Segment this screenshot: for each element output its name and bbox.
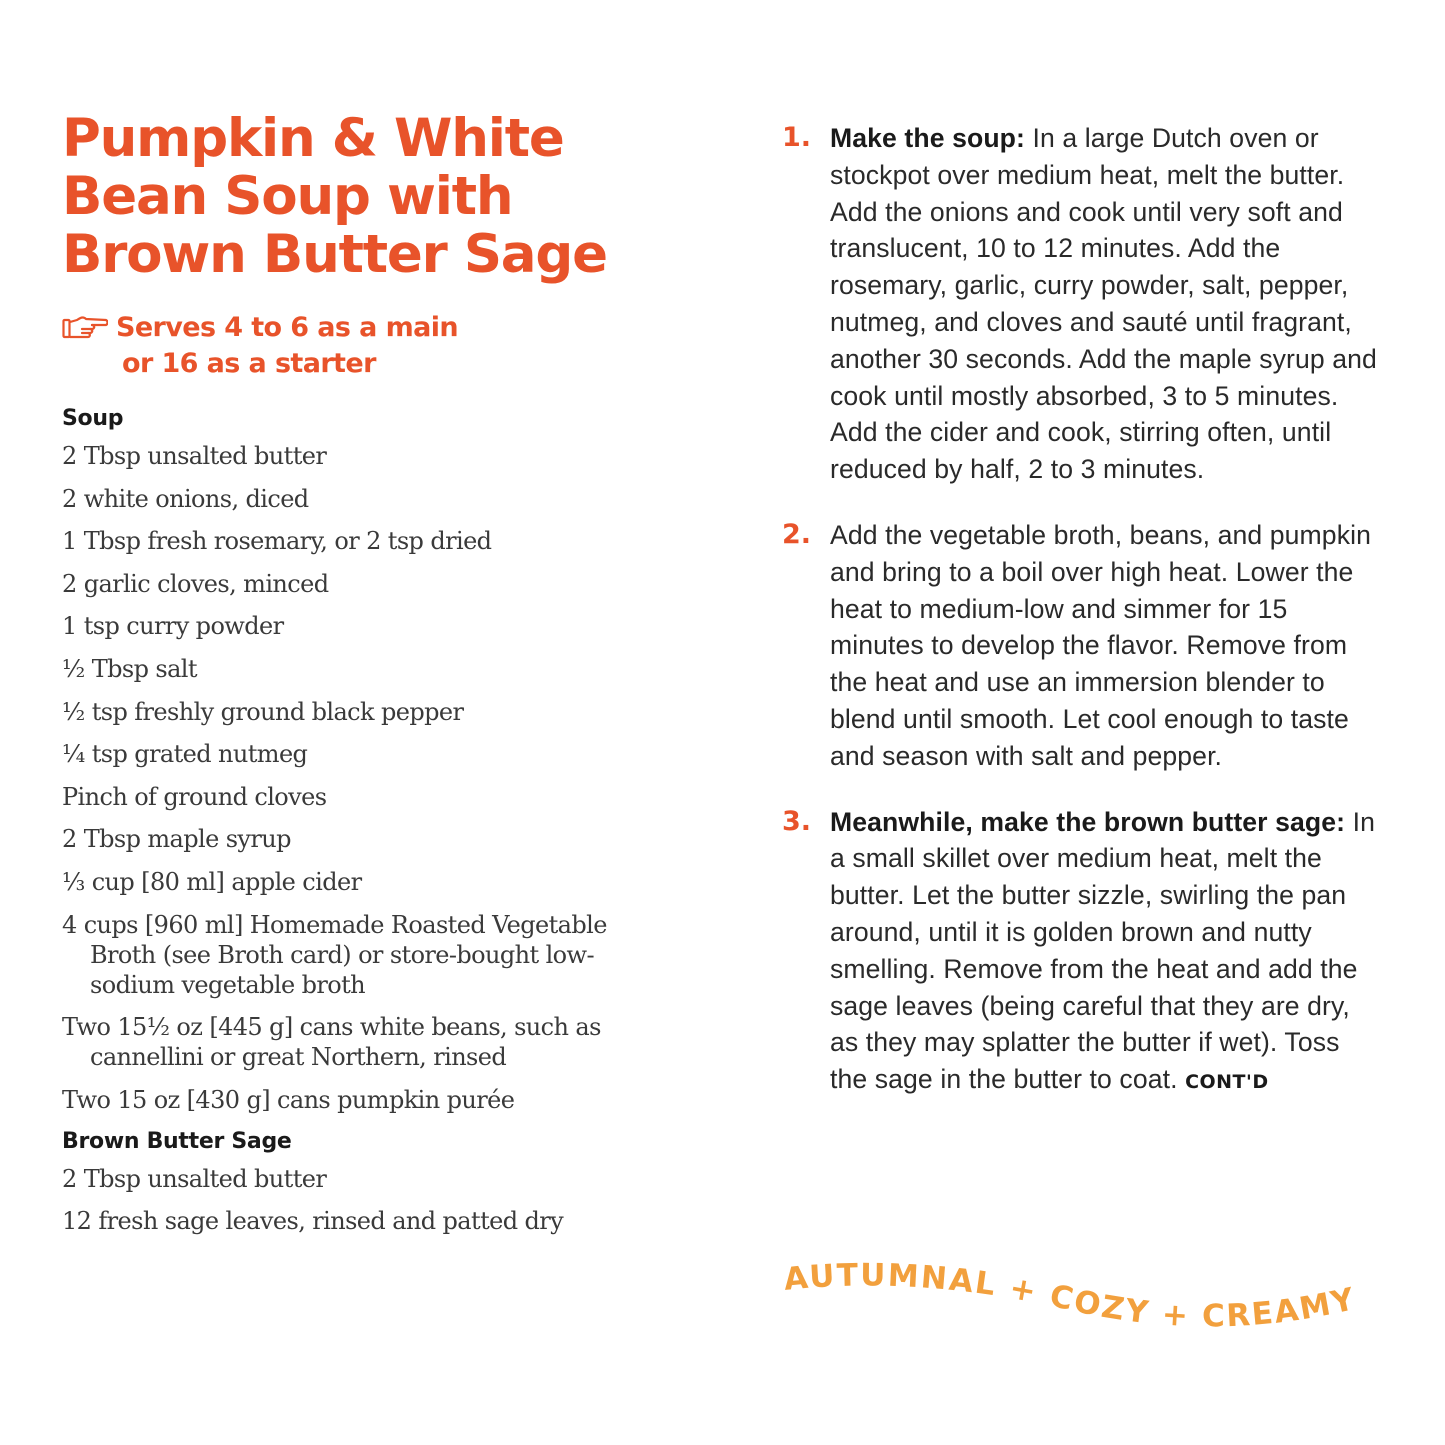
- tagline-banner: [770, 1250, 1380, 1350]
- step-body: Add the vegetable broth, beans, and pumpkin and bring to a boil over high heat. Lower the heat to medium-low and simmer for 15 minutes to develop the flavor. Remove from the heat and use an immersion blender to blend until smooth. Let cool enough to taste and season with salt and pepper.: [830, 519, 1371, 771]
- brown-butter-sage-heading: Brown Butter Sage: [62, 1128, 292, 1154]
- continued-label: CONT'D: [1185, 1071, 1269, 1094]
- servings-line: Serves 4 to 6 as a main: [116, 312, 459, 343]
- step-text: [830, 120, 1382, 488]
- step-text: [830, 804, 1382, 1101]
- tagline-path-text: AUTUMNAL + COZY + CREAMY: [782, 1257, 1360, 1335]
- title-line: Brown Butter Sage: [62, 224, 607, 285]
- step-body: In a small skillet over medium heat, melt the butter. Let the butter sizzle, swirling the pan around, until it is golden brown and nutty smelling. Remove from the heat and add the sage leaves (being careful that they are dry, as they may splatter the butter if wet). Toss the sage in the butter to coat.: [830, 806, 1375, 1095]
- ingredient-item: ½ tsp freshly ground black pepper: [62, 697, 464, 726]
- step-number: 1.: [782, 122, 812, 153]
- step-lead: Make the soup:: [830, 123, 1025, 153]
- ingredient-item: 1 Tbsp fresh rosemary, or 2 tsp dried: [62, 527, 492, 556]
- ingredients-column: [62, 110, 642, 1249]
- ingredient-item: 12 fresh sage leaves, rinsed and patted dry: [62, 1207, 564, 1236]
- ingredient-item: 1 tsp curry powder: [62, 612, 284, 641]
- ingredient-item: 2 white onions, diced: [62, 484, 309, 513]
- step-2: [782, 517, 1382, 775]
- recipe-title: [62, 110, 642, 284]
- step-3: [782, 804, 1382, 1101]
- servings-line: or 16 as a starter: [122, 348, 376, 379]
- soup-heading: Soup: [62, 406, 124, 431]
- step-1: [782, 120, 1382, 488]
- step-number: 2.: [782, 518, 812, 550]
- ingredient-item: 2 garlic cloves, minced: [62, 569, 329, 598]
- step-number: 3.: [782, 805, 812, 837]
- tagline-text: [782, 1257, 1359, 1334]
- ingredient-item: Pinch of ground cloves: [62, 782, 327, 811]
- title-line: Pumpkin & White: [62, 108, 564, 169]
- ingredient-item: 2 Tbsp unsalted butter: [62, 442, 327, 470]
- ingredient-item: 2 Tbsp maple syrup: [62, 825, 291, 854]
- ingredient-item: Two 15 oz [430 g] cans pumpkin purée: [62, 1085, 515, 1114]
- instructions-column: [782, 120, 1382, 1130]
- ingredient-item: ¼ tsp grated nutmeg: [62, 740, 308, 769]
- ingredient-item: Two 15½ oz [445 g] cans white beans, such as cannellini or great Northern, rinsed: [62, 1013, 601, 1072]
- pointing-hand-icon: [62, 314, 108, 340]
- servings-info: [62, 310, 642, 382]
- butter-ingredient-list: [62, 1164, 642, 1237]
- step-lead: Meanwhile, make the brown butter sage:: [830, 806, 1346, 837]
- ingredient-item: 4 cups [960 ml] Homemade Roasted Vegetable Broth (see Broth card) or store-bought low-sodium vegetable broth: [62, 910, 607, 999]
- step-text: [830, 517, 1382, 775]
- ingredient-item: ⅓ cup [80 ml] apple cider: [62, 867, 362, 896]
- soup-ingredient-list: [62, 441, 642, 1115]
- ingredient-item: ½ Tbsp salt: [62, 654, 197, 683]
- ingredient-item: 2 Tbsp unsalted butter: [62, 1164, 327, 1193]
- title-line: Bean Soup with: [62, 166, 513, 227]
- step-body: In a large Dutch oven or stockpot over medium heat, melt the butter. Add the onions and cook until very soft and translucent, 10 to 12 minutes. Add the rosemary, garlic, curry powder, salt, pepper, nutmeg, and cloves and sauté until fragrant, another 30 seconds. Add the maple syrup and cook until mostly absorbed, 3 to 5 minutes. Add the cider and cook, stirring often, until reduced by half, 2 to 3 minutes.: [830, 123, 1377, 485]
